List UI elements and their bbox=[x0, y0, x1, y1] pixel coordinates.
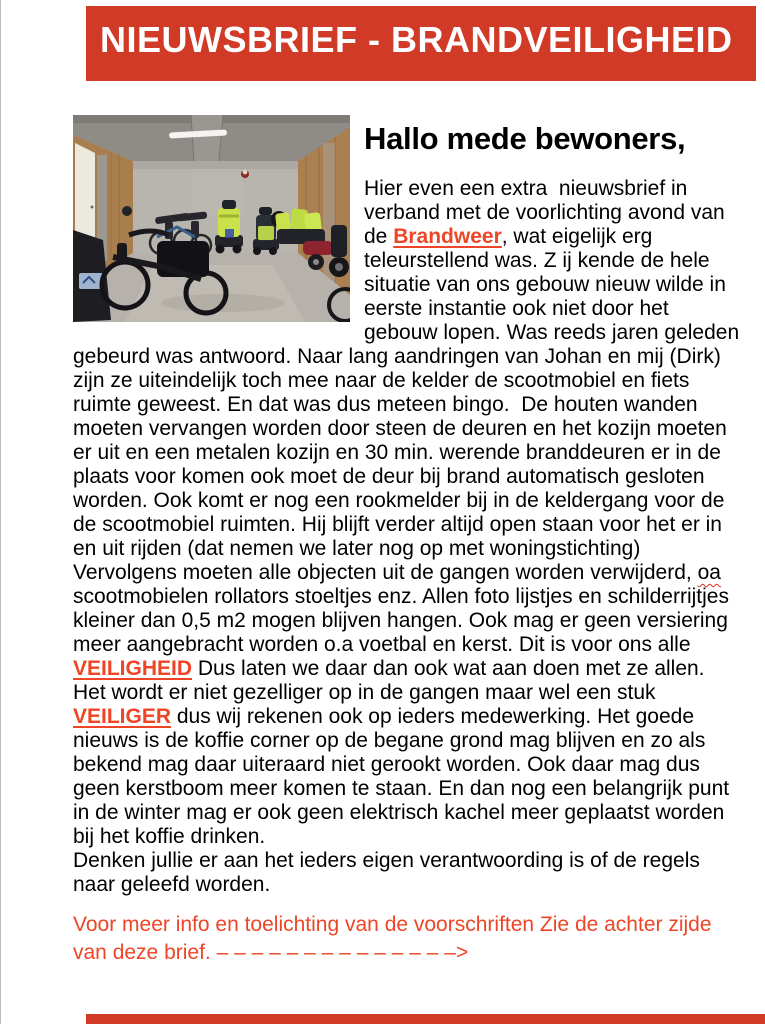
bottom-red-bar bbox=[86, 1014, 765, 1024]
text-run: Denken jullie er aan het ieders eigen verantwoording is of de regels naar geleefd worden. bbox=[73, 849, 706, 896]
newsletter-content bbox=[73, 115, 745, 967]
newsletter-title: NIEUWSBRIEF - BRANDVEILIGHEID bbox=[100, 18, 733, 60]
text-run: , wat eigelijk erg teleurstellend was. Z ij kende de hele situatie van ons gebouw nieuw wilde in eerste instantie ook niet door het gebouw lopen. Was reeds jaren geleden gebeurd was antwoord. Naar lang aandringen van Johan en mij (Dirk) zijn ze uiteindelijk toch mee naar de kelder de scootmobiel en fiets ruimte geweest. En dat was dus meteen bingo. De houten wanden moeten vervangen worden door steen de deuren en het kozijn moeten er uit en een metalen kozijn en 30 min. werende branddeuren er in de plaats voor komen ook moet de deur bij brand automatisch gesloten worden. Ook komt er nog een rookmelder bij in de keldergang voor de de scootmobiel ruimten. Hij blijft verder altijd open staan voor het er in en uit rijden (dat nemen we later nog op met woningstichting) Vervolgens moeten alle objecten uit de gangen worden verwijderd, bbox=[73, 225, 745, 584]
text-run: VEILIGER bbox=[73, 705, 172, 728]
newsletter-banner bbox=[86, 6, 756, 81]
text-run: Brandweer bbox=[393, 225, 502, 248]
basement-photo bbox=[73, 115, 350, 322]
text-run: Hier even een extra nieuwsbrief in verband met de voorlichting avond van de bbox=[364, 177, 731, 248]
text-run: Dus laten we daar dan ook wat aan doen met ze allen. Het wordt er niet gezelliger op in de gangen maar wel een stuk bbox=[73, 657, 717, 704]
text-run: Voor meer info en toelichting van de voorschriften Zie de achter zijde van deze brief. – – – – – – – – – – – – – –> bbox=[73, 913, 718, 964]
basement-photo-illustration bbox=[73, 115, 350, 322]
text-run: oa bbox=[697, 561, 721, 584]
text-run: scootmobielen rollators stoeltjes enz. Allen foto lijstjes en schilderrijtjes kleiner dan 0,5 m2 mogen blijven hangen. Ook mag er geen versiering meer aangebracht worden o.a voetbal en kerst. Dit is voor ons alle bbox=[73, 561, 735, 656]
greeting-heading: Hallo mede bewoners, bbox=[364, 121, 686, 156]
text-run: dus wij rekenen ook op ieders medewerking. Het goede nieuws is de koffie corner op de begane grond mag blijven en zo als bekend mag daar uiteraard niet gerookt worden. Ook daar mag dus geen kerstboom meer komen te staan. En dan nog een belangrijk punt in de winter mag er ook geen elektrisch kachel meer geplaatst worden bij het koffie drinken. bbox=[73, 705, 735, 848]
footer-note bbox=[73, 911, 745, 967]
text-run: VEILIGHEID bbox=[73, 657, 193, 680]
